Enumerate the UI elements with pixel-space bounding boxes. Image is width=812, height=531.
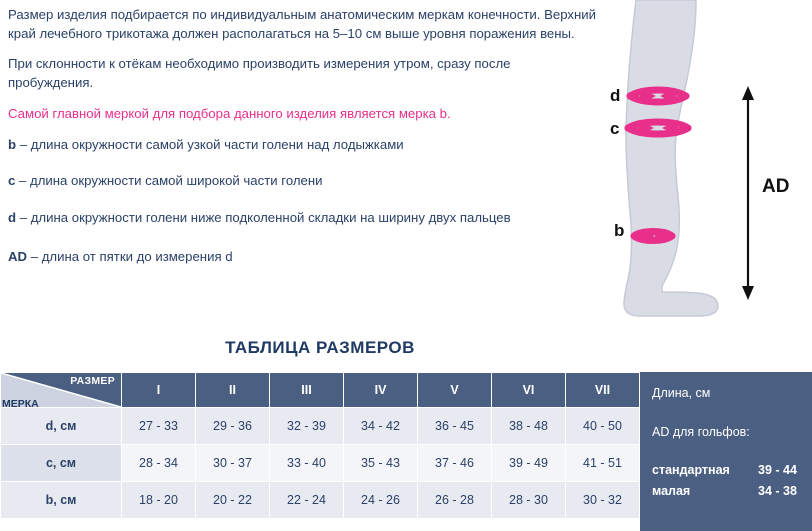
info-small-label: малая bbox=[652, 484, 691, 498]
cell-c-1: 28 - 34 bbox=[122, 445, 196, 482]
cell-d-7: 40 - 50 bbox=[566, 408, 640, 445]
corner-label-measure: МЕРКА bbox=[2, 398, 39, 410]
leg-shape bbox=[624, 0, 718, 316]
table-row bbox=[1, 445, 640, 482]
definition-c bbox=[8, 172, 598, 191]
column-header-3: III bbox=[270, 373, 344, 408]
row-label-b: b, см bbox=[1, 482, 122, 519]
corner-label-size: РАЗМЕР bbox=[70, 375, 115, 387]
cell-d-4: 34 - 42 bbox=[344, 408, 418, 445]
cell-b-1: 18 - 20 bbox=[122, 482, 196, 519]
length-info-panel bbox=[640, 372, 812, 531]
info-ad-title: AD для гольфов: bbox=[652, 425, 750, 439]
cell-c-3: 33 - 40 bbox=[270, 445, 344, 482]
label-d: d bbox=[610, 86, 621, 105]
ad-measure-arrow bbox=[742, 86, 754, 300]
size-table-title: ТАБЛИЦА РАЗМЕРОВ bbox=[225, 338, 415, 357]
measurement-definitions bbox=[8, 136, 598, 267]
definition-b-text: – длина окружности самой узкой части голени над лодыжками bbox=[16, 136, 404, 152]
definition-d-key: d bbox=[8, 210, 17, 226]
cell-d-2: 29 - 36 bbox=[196, 408, 270, 445]
column-header-7: VII bbox=[566, 373, 640, 408]
label-b: b bbox=[614, 221, 625, 240]
info-small-value: 34 - 38 bbox=[758, 484, 797, 498]
row-label-d: d, см bbox=[1, 408, 122, 445]
leg-illustration bbox=[600, 0, 812, 330]
cell-d-6: 38 - 48 bbox=[492, 408, 566, 445]
info-standard-label: стандартная bbox=[652, 463, 730, 477]
definition-b-key: b bbox=[8, 136, 17, 152]
info-length-title: Длина, см bbox=[652, 386, 711, 400]
cell-d-3: 32 - 39 bbox=[270, 408, 344, 445]
definition-b bbox=[8, 136, 598, 155]
table-row bbox=[1, 408, 640, 445]
definition-ad bbox=[8, 248, 598, 267]
column-header-6: VI bbox=[492, 373, 566, 408]
cell-b-6: 28 - 30 bbox=[492, 482, 566, 519]
column-header-2: II bbox=[196, 373, 270, 408]
cell-c-6: 39 - 49 bbox=[492, 445, 566, 482]
size-table-body bbox=[1, 408, 640, 519]
definition-d-text: – длина окружности голени ниже подколенной складки на ширину двух пальцев bbox=[16, 210, 511, 226]
instructions-column bbox=[8, 6, 598, 285]
definition-c-key: c bbox=[8, 173, 16, 189]
definition-d bbox=[8, 209, 598, 228]
size-table bbox=[0, 372, 640, 519]
cell-c-4: 35 - 43 bbox=[344, 445, 418, 482]
column-header-4: IV bbox=[344, 373, 418, 408]
row-label-c: c, см bbox=[1, 445, 122, 482]
cell-d-1: 27 - 33 bbox=[122, 408, 196, 445]
cell-b-3: 22 - 24 bbox=[270, 482, 344, 519]
definition-ad-text: – длина от пятки до измерения d bbox=[27, 248, 233, 264]
cell-b-5: 26 - 28 bbox=[418, 482, 492, 519]
cell-c-7: 41 - 51 bbox=[566, 445, 640, 482]
intro-paragraph-highlight: Самой главной меркой для подбора данного изделия является мерка b. bbox=[8, 105, 451, 121]
cell-b-2: 20 - 22 bbox=[196, 482, 270, 519]
intro-paragraph-2: При склонности к отёкам необходимо производить измерения утром, сразу после пробуждения. bbox=[8, 56, 511, 91]
label-c: c bbox=[610, 119, 620, 138]
cell-c-2: 30 - 37 bbox=[196, 445, 270, 482]
cell-b-7: 30 - 32 bbox=[566, 482, 640, 519]
cell-c-5: 37 - 46 bbox=[418, 445, 492, 482]
column-header-1: I bbox=[122, 373, 196, 408]
column-header-5: V bbox=[418, 373, 492, 408]
size-table-header-row bbox=[1, 373, 640, 408]
cell-b-4: 24 - 26 bbox=[344, 482, 418, 519]
definition-ad-key: AD bbox=[8, 248, 28, 264]
table-row bbox=[1, 482, 640, 519]
cell-d-5: 36 - 45 bbox=[418, 408, 492, 445]
info-standard-value: 39 - 44 bbox=[758, 463, 797, 477]
size-table-head bbox=[1, 373, 640, 408]
label-ad: AD bbox=[762, 176, 790, 197]
definition-c-text: – длина окружности самой широкой части голени bbox=[15, 173, 323, 189]
intro-paragraph-1: Размер изделия подбирается по индивидуальным анатомическим меркам конечности. Верхний край лечебного трикотажа должен располагаться на 5–10 см выше уровня поражения вены. bbox=[8, 7, 596, 41]
